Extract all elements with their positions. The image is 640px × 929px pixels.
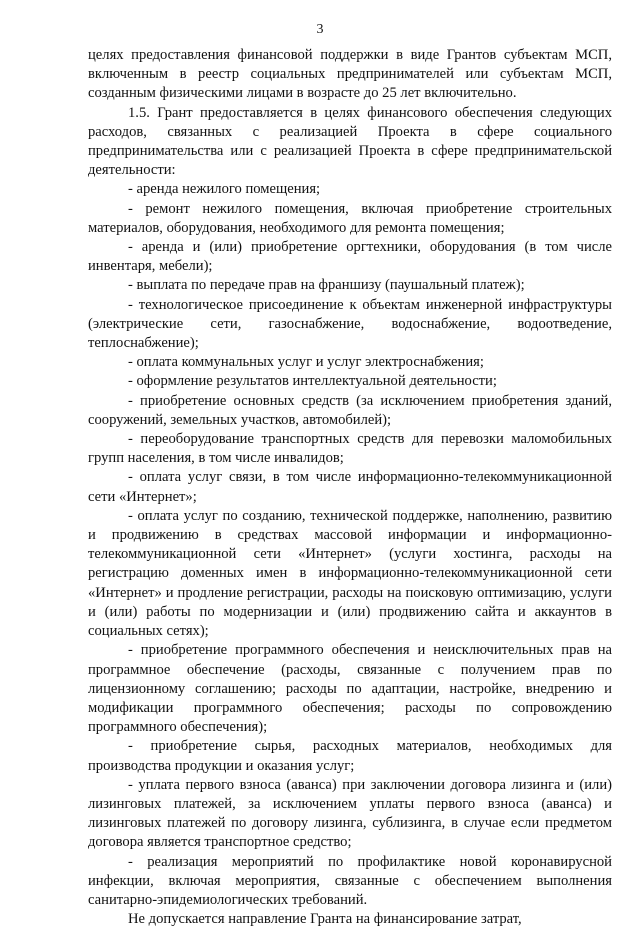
list-item: - реализация мероприятий по профилактике новой коронавирусной инфекции, включая мероприятия, связанные с обеспечением выполнения санитарно-эпидемиологических требований. (88, 853, 612, 908)
list-item: - технологическое присоединение к объектам инженерной инфраструктуры (электрические сети, газоснабжение, водоснабжение, водоотведение, теплоснабжение); (88, 296, 612, 352)
list-item: - оплата услуг связи, в том числе информационно-телекоммуникационной сети «Интернет»; (88, 469, 612, 505)
list-item: - ремонт нежилого помещения, включая приобретение строительных материалов, оборудования, необходимого для ремонта помещения; (88, 200, 612, 236)
list-item: - приобретение программного обеспечения и неисключительных прав на программное обеспечение (расходы, связанные с получением прав по лицензионному соглашению; расходы по адаптации, настройке, внедрению и модификации программного обеспечения; расходы по сопровождению программного обеспечения); (88, 642, 612, 736)
page-number: 3 (316, 22, 324, 37)
list-item: - аренда нежилого помещения; (128, 181, 321, 198)
list-item: - переоборудование транспортных средств для перевозки маломобильных групп населения, в том числе инвалидов; (88, 431, 612, 467)
list-item: - оплата услуг по созданию, технической поддержке, наполнению, развитию и продвижению в средствах массовой информации и информационно-телекоммуникационной сети «Интернет» (услуги хостинга, расходы на регистрацию доменных имен в информационно-телекоммуникационной сети «Интернет» и продление регистрации, расходы на поисковую оптимизацию, услуги и (или) работы по модернизации и (или) продвижению сайта и аккаунтов в социальных сетях); (88, 507, 612, 640)
list-item: - оплата коммунальных услуг и услуг электроснабжения; (128, 354, 484, 371)
paragraph-continuation: целях предоставления финансовой поддержки в виде Грантов субъектам МСП, включенным в реестр социальных предпринимателей или субъектам МСП, созданным физическими лицами в возрасте до 25 лет включительно. (88, 47, 612, 102)
list-item: - уплата первого взноса (аванса) при заключении договора лизинга и (или) лизинговых платежей, за исключением уплаты первого взноса (аванса) и лизинговых платежей по договору лизинга, сублизинга, в случае если предметом договора является транспортное средство; (88, 776, 612, 851)
paragraph-1-5: 1.5. Грант предоставляется в целях финансового обеспечения следующих расходов, связанных с реализацией Проекта в сфере социального предпринимательства или с реализацией Проекта в сфере предпринимательской деятельности: (88, 104, 612, 179)
document-body (88, 46, 612, 929)
list-item: - аренда и (или) приобретение оргтехники, оборудования (в том числе инвентаря, мебели); (88, 239, 612, 275)
list-item: - оформление результатов интеллектуальной деятельности; (128, 373, 497, 390)
list-item: - приобретение сырья, расходных материалов, необходимых для производства продукции и оказания услуг; (88, 738, 612, 774)
list-item: - выплата по передаче прав на франшизу (паушальный платеж); (128, 277, 525, 294)
paragraph-grant-restriction: Не допускается направление Гранта на финансирование затрат, (128, 911, 522, 928)
list-item: - приобретение основных средств (за исключением приобретения зданий, сооружений, земельных участков, автомобилей); (88, 392, 612, 428)
